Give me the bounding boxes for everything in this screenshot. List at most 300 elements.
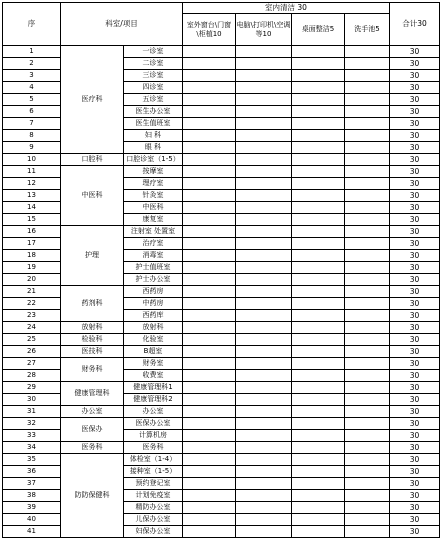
row-score-cell bbox=[183, 454, 236, 466]
row-score-cell bbox=[236, 382, 292, 394]
row-total: 30 bbox=[390, 298, 440, 310]
row-seq: 6 bbox=[3, 106, 61, 118]
row-score-cell bbox=[236, 406, 292, 418]
row-seq: 7 bbox=[3, 118, 61, 130]
row-score-cell bbox=[183, 514, 236, 526]
row-score-cell bbox=[292, 70, 345, 82]
row-score-cell bbox=[292, 106, 345, 118]
row-total: 30 bbox=[390, 106, 440, 118]
row-score-cell bbox=[292, 382, 345, 394]
row-score-cell bbox=[345, 166, 390, 178]
row-score-cell bbox=[236, 262, 292, 274]
row-score-cell bbox=[183, 226, 236, 238]
row-dept: 医务科 bbox=[61, 442, 124, 454]
row-score-cell bbox=[183, 82, 236, 94]
row-total: 30 bbox=[390, 214, 440, 226]
row-score-cell bbox=[236, 106, 292, 118]
row-score-cell bbox=[236, 154, 292, 166]
row-dept: 放射科 bbox=[61, 322, 124, 334]
row-score-cell bbox=[183, 274, 236, 286]
row-score-cell bbox=[183, 430, 236, 442]
row-total: 30 bbox=[390, 358, 440, 370]
row-score-cell bbox=[236, 286, 292, 298]
row-dept: 防防保健科 bbox=[61, 454, 124, 538]
row-score-cell bbox=[345, 58, 390, 70]
row-score-cell bbox=[292, 430, 345, 442]
row-score-cell bbox=[345, 346, 390, 358]
row-score-cell bbox=[183, 190, 236, 202]
row-score-cell bbox=[345, 322, 390, 334]
row-item: 办公室 bbox=[124, 406, 183, 418]
row-score-cell bbox=[345, 430, 390, 442]
row-total: 30 bbox=[390, 370, 440, 382]
row-seq: 10 bbox=[3, 154, 61, 166]
row-seq: 28 bbox=[3, 370, 61, 382]
row-score-cell bbox=[292, 442, 345, 454]
row-score-cell bbox=[236, 322, 292, 334]
row-score-cell bbox=[292, 202, 345, 214]
row-score-cell bbox=[292, 238, 345, 250]
row-dept: 药剂科 bbox=[61, 286, 124, 322]
row-score-cell bbox=[183, 286, 236, 298]
row-score-cell bbox=[345, 202, 390, 214]
row-total: 30 bbox=[390, 310, 440, 322]
row-seq: 27 bbox=[3, 358, 61, 370]
row-item: 收费室 bbox=[124, 370, 183, 382]
row-item: 西药库 bbox=[124, 310, 183, 322]
row-total: 30 bbox=[390, 154, 440, 166]
row-score-cell bbox=[292, 130, 345, 142]
row-score-cell bbox=[183, 466, 236, 478]
row-score-cell bbox=[292, 298, 345, 310]
row-score-cell bbox=[292, 370, 345, 382]
row-score-cell bbox=[345, 466, 390, 478]
row-score-cell bbox=[183, 382, 236, 394]
row-seq: 21 bbox=[3, 286, 61, 298]
row-score-cell bbox=[236, 118, 292, 130]
row-score-cell bbox=[183, 178, 236, 190]
table-row bbox=[3, 418, 440, 430]
header-col-computers: 电脑\打印机\空调等10 bbox=[236, 14, 292, 46]
row-item: 健康管理科2 bbox=[124, 394, 183, 406]
row-score-cell bbox=[183, 94, 236, 106]
row-score-cell bbox=[345, 478, 390, 490]
row-score-cell bbox=[183, 442, 236, 454]
row-seq: 34 bbox=[3, 442, 61, 454]
table-row bbox=[3, 286, 440, 298]
table-row bbox=[3, 382, 440, 394]
row-total: 30 bbox=[390, 70, 440, 82]
row-seq: 23 bbox=[3, 310, 61, 322]
table-row bbox=[3, 346, 440, 358]
row-score-cell bbox=[236, 214, 292, 226]
row-dept: 医疗科 bbox=[61, 46, 124, 154]
row-item: 化验室 bbox=[124, 334, 183, 346]
row-seq: 41 bbox=[3, 526, 61, 538]
row-score-cell bbox=[236, 250, 292, 262]
row-score-cell bbox=[345, 442, 390, 454]
row-dept: 医技科 bbox=[61, 346, 124, 358]
row-score-cell bbox=[292, 58, 345, 70]
table-row bbox=[3, 154, 440, 166]
row-score-cell bbox=[183, 526, 236, 538]
row-score-cell bbox=[292, 514, 345, 526]
row-score-cell bbox=[345, 154, 390, 166]
row-seq: 17 bbox=[3, 238, 61, 250]
row-score-cell bbox=[183, 394, 236, 406]
row-score-cell bbox=[345, 190, 390, 202]
row-score-cell bbox=[345, 382, 390, 394]
row-seq: 12 bbox=[3, 178, 61, 190]
row-score-cell bbox=[345, 214, 390, 226]
row-item: 医生值班室 bbox=[124, 118, 183, 130]
row-score-cell bbox=[236, 310, 292, 322]
table-row bbox=[3, 454, 440, 466]
row-item: 三诊室 bbox=[124, 70, 183, 82]
row-score-cell bbox=[345, 118, 390, 130]
row-score-cell bbox=[292, 94, 345, 106]
row-seq: 8 bbox=[3, 130, 61, 142]
row-seq: 25 bbox=[3, 334, 61, 346]
row-item: 护士值班室 bbox=[124, 262, 183, 274]
row-dept: 中医科 bbox=[61, 166, 124, 226]
row-seq: 36 bbox=[3, 466, 61, 478]
row-score-cell bbox=[292, 334, 345, 346]
row-score-cell bbox=[292, 346, 345, 358]
row-score-cell bbox=[183, 166, 236, 178]
row-total: 30 bbox=[390, 178, 440, 190]
row-total: 30 bbox=[390, 526, 440, 538]
row-item: 四诊室 bbox=[124, 82, 183, 94]
row-item: 体检室（1-4） bbox=[124, 454, 183, 466]
row-score-cell bbox=[292, 418, 345, 430]
row-score-cell bbox=[292, 166, 345, 178]
row-score-cell bbox=[236, 358, 292, 370]
row-score-cell bbox=[292, 250, 345, 262]
row-total: 30 bbox=[390, 382, 440, 394]
row-score-cell bbox=[183, 118, 236, 130]
row-seq: 15 bbox=[3, 214, 61, 226]
row-score-cell bbox=[345, 490, 390, 502]
row-total: 30 bbox=[390, 454, 440, 466]
row-score-cell bbox=[183, 502, 236, 514]
row-score-cell bbox=[236, 274, 292, 286]
row-score-cell bbox=[183, 322, 236, 334]
row-total: 30 bbox=[390, 202, 440, 214]
row-score-cell bbox=[292, 178, 345, 190]
table-row bbox=[3, 406, 440, 418]
row-score-cell bbox=[183, 238, 236, 250]
row-item: 治疗室 bbox=[124, 238, 183, 250]
row-score-cell bbox=[236, 466, 292, 478]
row-score-cell bbox=[236, 238, 292, 250]
row-item: 一诊室 bbox=[124, 46, 183, 58]
table-row bbox=[3, 334, 440, 346]
header-total: 合计30 bbox=[390, 3, 440, 46]
row-score-cell bbox=[236, 502, 292, 514]
row-score-cell bbox=[345, 418, 390, 430]
row-score-cell bbox=[236, 46, 292, 58]
row-score-cell bbox=[183, 202, 236, 214]
row-total: 30 bbox=[390, 430, 440, 442]
row-item: 预约登记室 bbox=[124, 478, 183, 490]
row-score-cell bbox=[236, 190, 292, 202]
row-item: B超室 bbox=[124, 346, 183, 358]
row-score-cell bbox=[183, 406, 236, 418]
row-score-cell bbox=[292, 358, 345, 370]
row-score-cell bbox=[345, 178, 390, 190]
row-score-cell bbox=[292, 454, 345, 466]
row-score-cell bbox=[292, 214, 345, 226]
row-seq: 30 bbox=[3, 394, 61, 406]
row-score-cell bbox=[183, 298, 236, 310]
row-score-cell bbox=[292, 286, 345, 298]
row-score-cell bbox=[292, 502, 345, 514]
row-dept: 办公室 bbox=[61, 406, 124, 418]
row-seq: 11 bbox=[3, 166, 61, 178]
row-dept: 护理 bbox=[61, 226, 124, 286]
row-score-cell bbox=[236, 478, 292, 490]
row-item: 中药房 bbox=[124, 298, 183, 310]
row-score-cell bbox=[236, 226, 292, 238]
row-seq: 22 bbox=[3, 298, 61, 310]
row-score-cell bbox=[183, 214, 236, 226]
row-score-cell bbox=[292, 310, 345, 322]
row-score-cell bbox=[236, 526, 292, 538]
row-score-cell bbox=[183, 262, 236, 274]
row-item: 计划免疫室 bbox=[124, 490, 183, 502]
row-score-cell bbox=[292, 262, 345, 274]
header-group-indoor-cleaning: 室内清洁 30 bbox=[183, 3, 390, 14]
row-score-cell bbox=[183, 154, 236, 166]
row-score-cell bbox=[345, 334, 390, 346]
row-item: 妇 科 bbox=[124, 130, 183, 142]
row-score-cell bbox=[236, 130, 292, 142]
row-item: 医生办公室 bbox=[124, 106, 183, 118]
row-seq: 29 bbox=[3, 382, 61, 394]
row-score-cell bbox=[345, 514, 390, 526]
row-score-cell bbox=[183, 46, 236, 58]
row-total: 30 bbox=[390, 262, 440, 274]
row-score-cell bbox=[183, 334, 236, 346]
row-score-cell bbox=[345, 394, 390, 406]
row-item: 中医科 bbox=[124, 202, 183, 214]
row-score-cell bbox=[292, 118, 345, 130]
row-score-cell bbox=[236, 430, 292, 442]
row-score-cell bbox=[292, 46, 345, 58]
row-total: 30 bbox=[390, 58, 440, 70]
row-item: 五诊室 bbox=[124, 94, 183, 106]
header-col-windows: 室外窗台\门窗\柜植10 bbox=[183, 14, 236, 46]
row-seq: 40 bbox=[3, 514, 61, 526]
row-seq: 24 bbox=[3, 322, 61, 334]
row-score-cell bbox=[236, 166, 292, 178]
row-total: 30 bbox=[390, 394, 440, 406]
row-score-cell bbox=[183, 130, 236, 142]
row-score-cell bbox=[292, 82, 345, 94]
row-item: 眼 科 bbox=[124, 142, 183, 154]
row-score-cell bbox=[236, 58, 292, 70]
row-item: 针灸室 bbox=[124, 190, 183, 202]
row-score-cell bbox=[183, 106, 236, 118]
row-score-cell bbox=[236, 70, 292, 82]
row-score-cell bbox=[236, 178, 292, 190]
row-score-cell bbox=[236, 442, 292, 454]
row-item: 妇保办公室 bbox=[124, 526, 183, 538]
row-item: 医务科 bbox=[124, 442, 183, 454]
row-total: 30 bbox=[390, 190, 440, 202]
row-score-cell bbox=[292, 154, 345, 166]
table-row bbox=[3, 226, 440, 238]
row-item: 护士办公室 bbox=[124, 274, 183, 286]
table-row bbox=[3, 166, 440, 178]
row-score-cell bbox=[345, 454, 390, 466]
row-score-cell bbox=[345, 82, 390, 94]
row-total: 30 bbox=[390, 442, 440, 454]
row-item: 健康管理科1 bbox=[124, 382, 183, 394]
row-score-cell bbox=[183, 142, 236, 154]
row-score-cell bbox=[345, 370, 390, 382]
row-score-cell bbox=[345, 94, 390, 106]
row-item: 医保办公室 bbox=[124, 418, 183, 430]
row-total: 30 bbox=[390, 94, 440, 106]
row-seq: 35 bbox=[3, 454, 61, 466]
row-total: 30 bbox=[390, 514, 440, 526]
row-seq: 37 bbox=[3, 478, 61, 490]
row-score-cell bbox=[345, 262, 390, 274]
row-seq: 1 bbox=[3, 46, 61, 58]
row-total: 30 bbox=[390, 418, 440, 430]
row-seq: 9 bbox=[3, 142, 61, 154]
row-total: 30 bbox=[390, 274, 440, 286]
row-item: 西药房 bbox=[124, 286, 183, 298]
row-item: 注射室 处置室 bbox=[124, 226, 183, 238]
row-score-cell bbox=[183, 58, 236, 70]
row-score-cell bbox=[236, 142, 292, 154]
row-total: 30 bbox=[390, 406, 440, 418]
row-total: 30 bbox=[390, 82, 440, 94]
row-score-cell bbox=[183, 70, 236, 82]
row-score-cell bbox=[183, 346, 236, 358]
row-total: 30 bbox=[390, 118, 440, 130]
row-score-cell bbox=[345, 226, 390, 238]
row-seq: 32 bbox=[3, 418, 61, 430]
row-total: 30 bbox=[390, 250, 440, 262]
row-total: 30 bbox=[390, 46, 440, 58]
row-score-cell bbox=[345, 298, 390, 310]
header-col-desk: 桌面整洁5 bbox=[292, 14, 345, 46]
row-score-cell bbox=[236, 346, 292, 358]
row-item: 计算机房 bbox=[124, 430, 183, 442]
row-seq: 18 bbox=[3, 250, 61, 262]
row-total: 30 bbox=[390, 130, 440, 142]
row-seq: 26 bbox=[3, 346, 61, 358]
table-row bbox=[3, 322, 440, 334]
row-score-cell bbox=[292, 226, 345, 238]
row-dept: 检验科 bbox=[61, 334, 124, 346]
row-total: 30 bbox=[390, 322, 440, 334]
row-score-cell bbox=[345, 106, 390, 118]
row-score-cell bbox=[345, 286, 390, 298]
row-total: 30 bbox=[390, 490, 440, 502]
row-score-cell bbox=[183, 358, 236, 370]
row-seq: 31 bbox=[3, 406, 61, 418]
row-score-cell bbox=[292, 190, 345, 202]
table-row bbox=[3, 358, 440, 370]
row-score-cell bbox=[236, 334, 292, 346]
row-seq: 16 bbox=[3, 226, 61, 238]
row-score-cell bbox=[183, 478, 236, 490]
header-col-sink: 洗手池5 bbox=[345, 14, 390, 46]
row-score-cell bbox=[183, 418, 236, 430]
row-score-cell bbox=[236, 394, 292, 406]
header-seq: 序 bbox=[3, 3, 61, 46]
row-score-cell bbox=[183, 370, 236, 382]
row-score-cell bbox=[236, 202, 292, 214]
cleaning-inspection-table bbox=[2, 2, 440, 538]
row-score-cell bbox=[345, 238, 390, 250]
row-item: 放射科 bbox=[124, 322, 183, 334]
row-score-cell bbox=[292, 322, 345, 334]
row-total: 30 bbox=[390, 286, 440, 298]
row-total: 30 bbox=[390, 226, 440, 238]
row-total: 30 bbox=[390, 346, 440, 358]
row-seq: 13 bbox=[3, 190, 61, 202]
row-item: 消毒室 bbox=[124, 250, 183, 262]
row-score-cell bbox=[292, 274, 345, 286]
row-total: 30 bbox=[390, 466, 440, 478]
row-score-cell bbox=[183, 490, 236, 502]
row-item: 财务室 bbox=[124, 358, 183, 370]
row-total: 30 bbox=[390, 334, 440, 346]
row-score-cell bbox=[236, 514, 292, 526]
row-score-cell bbox=[292, 142, 345, 154]
row-item: 接种室（1-5） bbox=[124, 466, 183, 478]
header-dept-item: 科室/项目 bbox=[61, 3, 183, 46]
row-score-cell bbox=[345, 526, 390, 538]
row-seq: 4 bbox=[3, 82, 61, 94]
row-seq: 2 bbox=[3, 58, 61, 70]
row-score-cell bbox=[345, 274, 390, 286]
row-seq: 3 bbox=[3, 70, 61, 82]
row-item: 精防办公室 bbox=[124, 502, 183, 514]
row-score-cell bbox=[345, 70, 390, 82]
row-score-cell bbox=[292, 526, 345, 538]
row-score-cell bbox=[236, 94, 292, 106]
row-score-cell bbox=[345, 502, 390, 514]
row-score-cell bbox=[345, 310, 390, 322]
row-score-cell bbox=[292, 466, 345, 478]
table-row bbox=[3, 46, 440, 58]
row-total: 30 bbox=[390, 238, 440, 250]
row-score-cell bbox=[183, 250, 236, 262]
row-dept: 医保办 bbox=[61, 418, 124, 442]
row-seq: 33 bbox=[3, 430, 61, 442]
row-item: 儿保办公室 bbox=[124, 514, 183, 526]
row-score-cell bbox=[345, 250, 390, 262]
row-score-cell bbox=[236, 418, 292, 430]
row-score-cell bbox=[183, 310, 236, 322]
row-seq: 5 bbox=[3, 94, 61, 106]
row-seq: 38 bbox=[3, 490, 61, 502]
row-item: 理疗室 bbox=[124, 178, 183, 190]
row-item: 康复室 bbox=[124, 214, 183, 226]
row-score-cell bbox=[345, 142, 390, 154]
row-dept: 财务科 bbox=[61, 358, 124, 382]
row-dept: 健康管理科 bbox=[61, 382, 124, 406]
row-total: 30 bbox=[390, 142, 440, 154]
row-seq: 20 bbox=[3, 274, 61, 286]
